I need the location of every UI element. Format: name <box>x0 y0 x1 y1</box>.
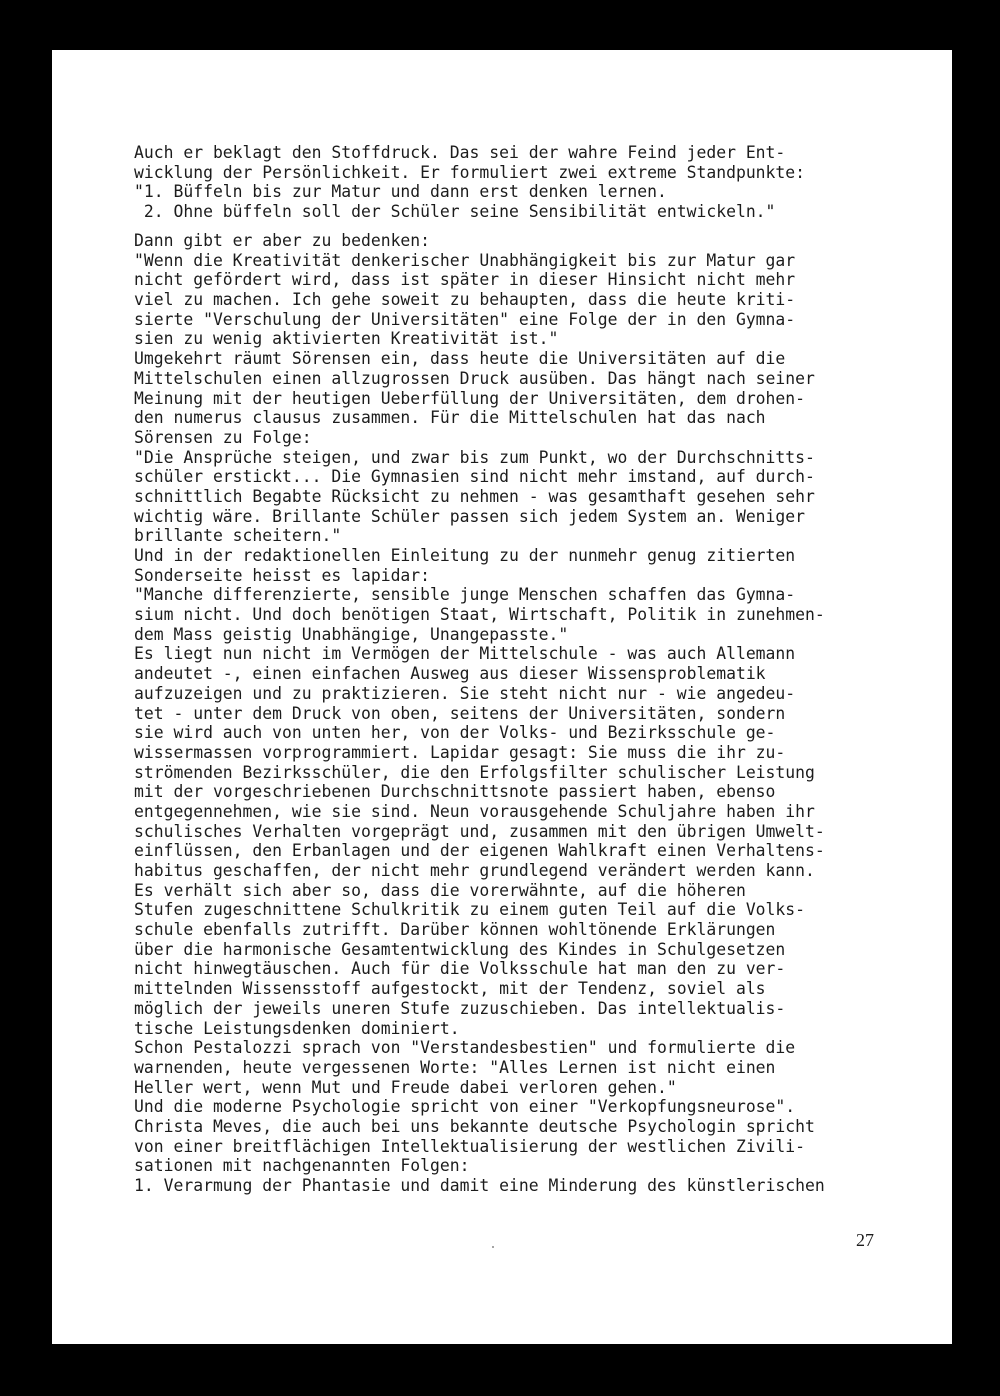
text-line: Dann gibt er aber zu bedenken: <box>134 231 431 250</box>
text-line: warnenden, heute vergessenen Worte: "Alles Lernen ist nicht einen <box>134 1057 776 1077</box>
text-line: tet - unter dem Druck von oben, seitens der Universitäten, sondern <box>134 703 786 723</box>
text-line: wissermassen vorprogrammiert. Lapidar gesagt: Sie muss die ihr zu- <box>134 742 786 762</box>
paragraph-2 <box>134 231 924 1117</box>
text-line: einflüssen, den Erbanlagen und der eigenen Wahlkraft einen Verhaltens- <box>134 841 825 861</box>
text-line: nicht gefördert wird, dass ist später in dieser Hinsicht nicht mehr <box>134 270 796 290</box>
text-line: nicht hinwegtäuschen. Auch für die Volksschule hat man den zu ver- <box>134 959 786 979</box>
page-number: 27 <box>856 1230 874 1250</box>
text-line: Es verhält sich aber so, dass die vorerwähnte, auf die höheren <box>134 880 746 900</box>
text-line: Sonderseite heisst es lapidar: <box>134 565 431 585</box>
text-line: 2. Ohne büffeln soll der Schüler seine Sensibilität entwickeln." <box>134 202 776 222</box>
text-line: über die harmonische Gesamtentwicklung des Kindes in Schulgesetzen <box>134 939 786 959</box>
text-line: wichtig wäre. Brillante Schüler passen sich jedem System an. Weniger <box>134 506 806 526</box>
text-line: Stufen zugeschnittene Schulkritik zu einem guten Teil auf die Volks- <box>134 900 806 920</box>
text-line: andeutet -, einen einfachen Ausweg aus dieser Wissensproblematik <box>134 664 766 684</box>
text-line: den numerus clausus zusammen. Für die Mittelschulen hat das nach <box>134 408 766 428</box>
text-line: Es liegt nun nicht im Vermögen der Mittelschule - was auch Allemann <box>134 644 796 664</box>
text-line: brillante scheitern." <box>134 526 342 546</box>
text-line: sierte "Verschulung der Universitäten" eine Folge der in den Gymna- <box>134 309 796 329</box>
scan-speck <box>492 1246 494 1248</box>
text-line: Auch er beklagt den Stoffdruck. Das sei der wahre Feind jeder Ent- <box>134 143 786 162</box>
text-line: "Manche differenzierte, sensible junge Menschen schaffen das Gymna- <box>134 585 796 605</box>
text-line: "1. Büffeln bis zur Matur und dann erst denken lernen. <box>134 182 667 202</box>
text-line: schüler erstickt... Die Gymnasien sind nicht mehr imstand, auf durch- <box>134 467 815 487</box>
text-line: entgegennehmen, wie sie sind. Neun vorausgehende Schuljahre haben ihr <box>134 801 815 821</box>
text-line: sationen mit nachgenannten Folgen: <box>134 1156 470 1176</box>
text-line: strömenden Bezirksschüler, die den Erfolgsfilter schulischer Leistung <box>134 762 815 782</box>
text-line: Meinung mit der heutigen Ueberfüllung der Universitäten, dem drohen- <box>134 388 806 408</box>
text-line: mit der vorgeschriebenen Durchschnittsnote passiert haben, ebenso <box>134 782 776 802</box>
text-line: möglich der jeweils uneren Stufe zuzuschieben. Das intellektualis- <box>134 998 786 1018</box>
text-line: Umgekehrt räumt Sörensen ein, dass heute die Universitäten auf die <box>134 349 786 369</box>
text-line: viel zu machen. Ich gehe soweit zu behaupten, dass die heute kriti- <box>134 290 796 310</box>
paragraph-3 <box>134 1117 924 1196</box>
text-line: dem Mass geistig Unabhängige, Unangepasste." <box>134 624 569 644</box>
text-line: Schon Pestalozzi sprach von "Verstandesbestien" und formulierte die <box>134 1038 796 1058</box>
text-line: schnittlich Begabte Rücksicht zu nehmen - was gesamthaft gesehen sehr <box>134 486 815 506</box>
paragraph-1 <box>134 143 924 222</box>
text-line: Christa Meves, die auch bei uns bekannte deutsche Psychologin spricht <box>134 1117 815 1136</box>
text-line: sium nicht. Und doch benötigen Staat, Wirtschaft, Politik in zunehmen- <box>134 605 825 625</box>
text-line: 1. Verarmung der Phantasie und damit eine Minderung des künstlerischen <box>134 1176 825 1196</box>
text-line: sien zu wenig aktivierten Kreativität ist." <box>134 329 559 349</box>
text-line: Sörensen zu Folge: <box>134 427 312 447</box>
text-line: schulisches Verhalten vorgeprägt und, zusammen mit den übrigen Umwelt- <box>134 821 825 841</box>
text-line: sie wird auch von unten her, von der Volks- und Bezirksschule ge- <box>134 723 776 743</box>
text-line: von einer breitflächigen Intellektualisierung der westlichen Zivili- <box>134 1136 806 1156</box>
document-page <box>52 50 952 1344</box>
text-line: "Die Ansprüche steigen, und zwar bis zum Punkt, wo der Durchschnitts- <box>134 447 815 467</box>
text-line: aufzuzeigen und zu praktizieren. Sie steht nicht nur - wie angedeu- <box>134 683 796 703</box>
text-line: Heller wert, wenn Mut und Freude dabei verloren gehen." <box>134 1077 677 1097</box>
text-line: Mittelschulen einen allzugrossen Druck ausüben. Das hängt nach seiner <box>134 368 815 388</box>
text-line: tische Leistungsdenken dominiert. <box>134 1018 460 1038</box>
text-line: Und in der redaktionellen Einleitung zu der nunmehr genug zitierten <box>134 546 796 565</box>
text-line: Und die moderne Psychologie spricht von einer "Verkopfungsneurose". <box>134 1097 796 1117</box>
text-line: habitus geschaffen, der nicht mehr grundlegend verändert werden kann. <box>134 861 815 880</box>
text-line: "Wenn die Kreativität denkerischer Unabhängigkeit bis zur Matur gar <box>134 250 796 270</box>
text-line: schule ebenfalls zutrifft. Darüber können wohltönende Erklärungen <box>134 920 776 940</box>
text-line: mittelnden Wissensstoff aufgestockt, mit der Tendenz, soviel als <box>134 979 766 999</box>
text-line: wicklung der Persönlichkeit. Er formuliert zwei extreme Standpunkte: <box>134 162 806 182</box>
